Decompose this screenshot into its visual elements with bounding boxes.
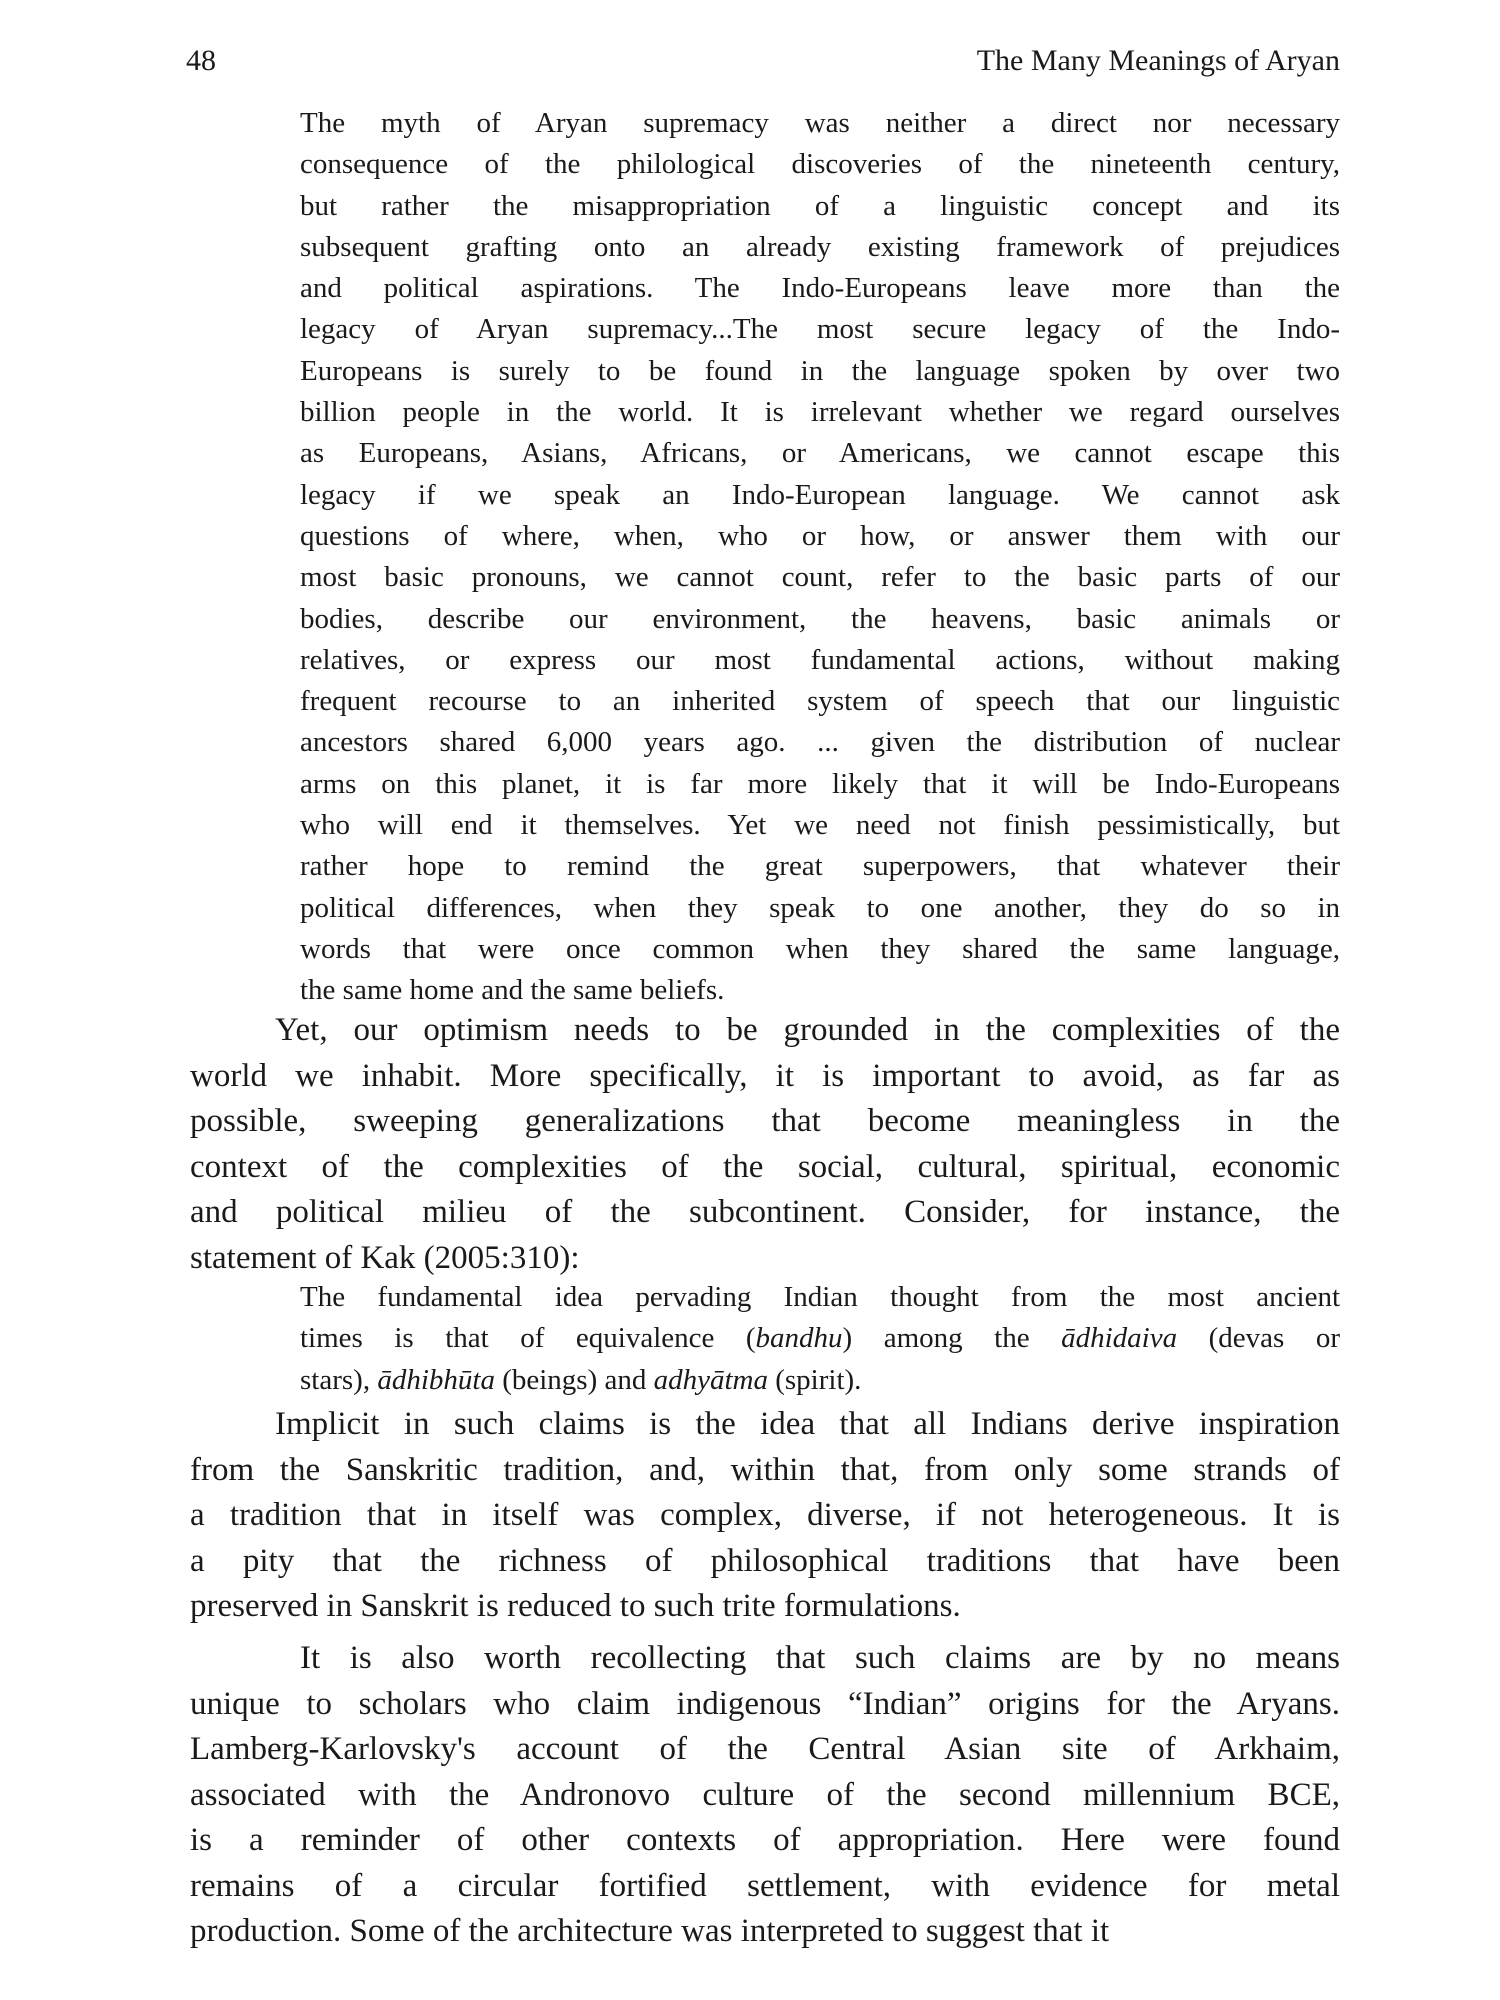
text-line [300, 1318, 1340, 1359]
text-line: the same home and the same beliefs. [300, 974, 725, 1007]
text-line: remains of a circular fortified settlement, with evidence for metal [190, 1867, 1340, 1904]
text-line: Europeans is surely to be found in the language spoken by over two [300, 354, 1340, 387]
text-line: a tradition that in itself was complex, diverse, if not heterogeneous. It is [190, 1497, 1340, 1533]
text-line: words that were once common when they shared the same language, [300, 932, 1340, 965]
text-line: billion people in the world. It is irrelevant whether we regard ourselves [300, 396, 1340, 429]
text-line: is a reminder of other contexts of appropriation. Here were found [190, 1822, 1340, 1858]
text-line: Implicit in such claims is the idea that all Indians derive inspiration [275, 1406, 1340, 1442]
text-line: and political milieu of the subcontinent. Consider, for instance, the [190, 1194, 1340, 1230]
text-segment: ) among the [842, 1322, 1062, 1355]
text-line: possible, sweeping generalizations that become meaningless in the [190, 1103, 1340, 1139]
text-line: unique to scholars who claim indigenous “Indian” origins for the Aryans. [190, 1685, 1340, 1722]
text-line: political differences, when they speak to one another, they do so in [300, 891, 1340, 924]
text-line: as Europeans, Asians, Africans, or Americans, we cannot escape this [300, 437, 1340, 470]
text-line: It is also worth recollecting that such claims are by no means [300, 1640, 1340, 1676]
italic-term: ādhibhūta [377, 1363, 495, 1396]
text-segment: times is that of equivalence ( [300, 1322, 756, 1355]
paragraph-3 [190, 1636, 1340, 1955]
text-line: rather hope to remind the great superpowers, that whatever their [300, 850, 1340, 883]
italic-term: adhyātma [653, 1363, 768, 1396]
block-quote-2 [300, 1277, 1340, 1401]
text-line: subsequent grafting onto an already existing framework of prejudices [300, 230, 1340, 263]
text-line: bodies, describe our environment, the heavens, basic animals or [300, 602, 1340, 635]
page-number: 48 [186, 44, 216, 77]
text-line: frequent recourse to an inherited system of speech that our linguistic [300, 685, 1340, 718]
text-segment: stars), [300, 1363, 378, 1396]
text-line: The myth of Aryan supremacy was neither a direct nor necessary [300, 107, 1340, 139]
running-title: The Many Meanings of Aryan [976, 44, 1340, 77]
text-line: who will end it themselves. Yet we need not finish pessimistically, but [300, 809, 1340, 842]
text-line: and political aspirations. The Indo-Europeans leave more than the [300, 272, 1340, 305]
text-line: preserved in Sanskrit is reduced to such trite formulations. [190, 1588, 961, 1624]
text-line: production. Some of the architecture was interpreted to suggest that it [190, 1913, 1110, 1949]
text-segment: (beings) and [494, 1363, 654, 1396]
text-line: The fundamental idea pervading Indian thought from the most ancient [300, 1281, 1340, 1313]
text-line: statement of Kak (2005:310): [190, 1239, 580, 1276]
text-line: associated with the Andronovo culture of the second millennium BCE, [190, 1776, 1340, 1813]
text-line: consequence of the philological discoveries of the nineteenth century, [300, 148, 1340, 181]
italic-term: ādhidaiva [1061, 1322, 1178, 1355]
text-line: legacy of Aryan supremacy...The most secure legacy of the Indo- [300, 313, 1340, 346]
text-line: but rather the misappropriation of a linguistic concept and its [300, 189, 1340, 222]
text-line: world we inhabit. More specifically, it is important to avoid, as far as [190, 1057, 1340, 1094]
text-line: relatives, or express our most fundamental actions, without making [300, 643, 1340, 676]
text-segment: (spirit). [767, 1363, 862, 1396]
paragraph-2 [190, 1402, 1340, 1630]
italic-term: bandhu [755, 1322, 843, 1355]
text-line: arms on this planet, it is far more likely that it will be Indo-Europeans [300, 767, 1340, 800]
block-quote-1 [300, 103, 1340, 1012]
text-line: context of the complexities of the social, cultural, spiritual, economic [190, 1148, 1340, 1185]
text-line: most basic pronouns, we cannot count, refer to the basic parts of our [300, 561, 1340, 594]
text-line: Yet, our optimism needs to be grounded in the complexities of the [275, 1012, 1340, 1048]
text-line: questions of where, when, who or how, or answer them with our [300, 519, 1340, 552]
text-line [300, 1360, 1340, 1401]
text-line: legacy if we speak an Indo-European language. We cannot ask [300, 478, 1340, 511]
paragraph-1 [190, 1008, 1340, 1281]
text-line: a pity that the richness of philosophical traditions that have been [190, 1542, 1340, 1579]
text-segment: (devas or [1177, 1322, 1341, 1355]
text-line: from the Sanskritic tradition, and, within that, from only some strands of [190, 1451, 1340, 1488]
text-line: Lamberg-Karlovsky's account of the Central Asian site of Arkhaim, [190, 1731, 1340, 1767]
text-line: ancestors shared 6,000 years ago. ... given the distribution of nuclear [300, 726, 1340, 759]
